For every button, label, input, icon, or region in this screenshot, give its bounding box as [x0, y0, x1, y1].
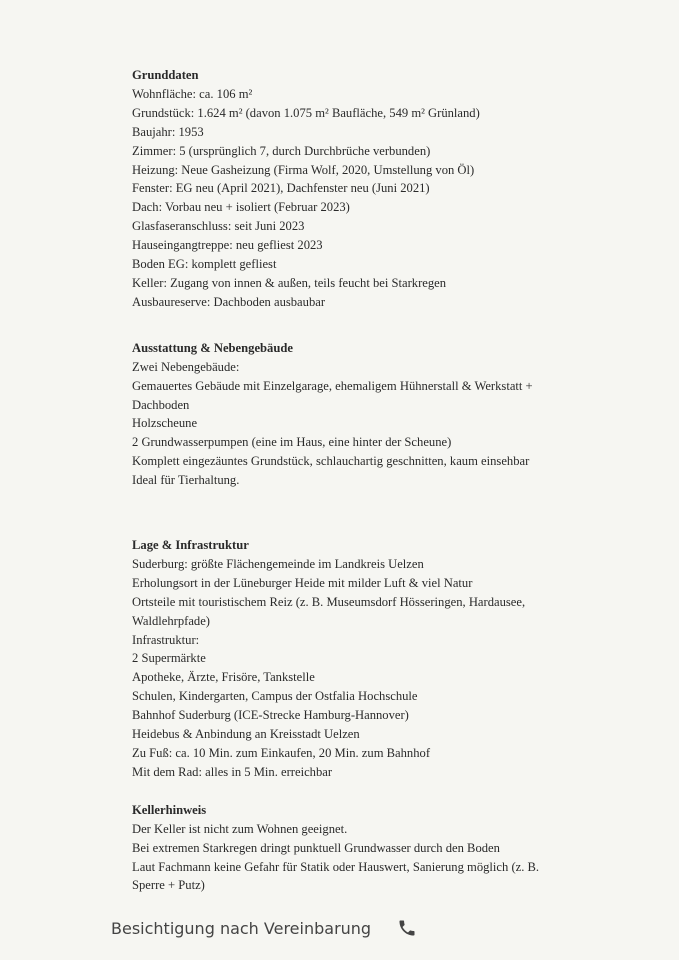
text-line: Laut Fachmann keine Gefahr für Statik oder Hauswert, Sanierung möglich (z. B. Sperre + Putz) [132, 859, 540, 893]
text-line: Baujahr: 1953 [132, 124, 204, 139]
section-kellerhinweis [132, 801, 572, 896]
text-line: Gemauertes Gebäude mit Einzelgarage, ehemaligem Hühnerstall & Werkstatt + Dachboden [132, 378, 533, 412]
text-line: Dach: Vorbau neu + isoliert (Februar 2023) [132, 200, 350, 215]
viewing-note: Besichtigung nach Vereinbarung [111, 918, 372, 938]
section-title: Grunddaten [132, 68, 199, 82]
footer-contact [111, 918, 417, 938]
text-line: Hauseingangtreppe: neu gefliest 2023 [132, 238, 323, 253]
text-line: 2 Grundwasserpumpen (eine im Haus, eine hinter der Scheune) [132, 435, 452, 450]
text-line: 2 Supermärkte [132, 651, 206, 666]
text-line: Mit dem Rad: alles in 5 Min. erreichbar [132, 764, 333, 779]
phone-icon[interactable] [397, 918, 417, 938]
text-line: Grundstück: 1.624 m² (davon 1.075 m² Baufläche, 549 m² Grünland) [132, 105, 480, 120]
text-line: Zu Fuß: ca. 10 Min. zum Einkaufen, 20 Min. zum Bahnhof [132, 746, 431, 760]
document-body [132, 66, 572, 895]
text-line: Ortsteile mit touristischem Reiz (z. B. Museumsdorf Hösseringen, Hardausee, Waldlehrpfade) [132, 594, 526, 628]
text-line: Schulen, Kindergarten, Campus der Ostfalia Hochschule [132, 689, 418, 704]
section-title: Ausstattung & Nebengebäude [132, 340, 293, 355]
text-line: Heizung: Neue Gasheizung (Firma Wolf, 2020, Umstellung von Öl) [132, 162, 475, 177]
section-lage [132, 536, 572, 782]
text-line: Wohnfläche: ca. 106 m² [132, 86, 253, 101]
text-line: Zimmer: 5 (ursprünglich 7, durch Durchbrüche verbunden) [132, 143, 431, 158]
text-line: Suderburg: größte Flächengemeinde im Landkreis Uelzen [132, 556, 424, 571]
text-line: Holzscheune [132, 416, 198, 431]
text-line: Bei extremen Starkregen dringt punktuell Grundwasser durch den Boden [132, 840, 500, 855]
text-line: Boden EG: komplett gefliest [132, 257, 277, 272]
text-line: Erholungsort in der Lüneburger Heide mit milder Luft & viel Natur [132, 575, 473, 590]
section-title: Kellerhinweis [132, 802, 207, 817]
text-line: Heidebus & Anbindung an Kreisstadt Uelzen [132, 727, 360, 742]
section-grunddaten [132, 66, 572, 312]
text-line: Bahnhof Suderburg (ICE-Strecke Hamburg-Hannover) [132, 708, 409, 723]
text-line: Apotheke, Ärzte, Frisöre, Tankstelle [132, 670, 315, 685]
text-line: Zwei Nebengebäude: [132, 359, 240, 374]
text-line: Keller: Zugang von innen & außen, teils feucht bei Starkregen [132, 275, 447, 290]
section-ausstattung [132, 339, 572, 490]
text-line: Glasfaseranschluss: seit Juni 2023 [132, 219, 305, 234]
text-line: Fenster: EG neu (April 2021), Dachfenster neu (Juni 2021) [132, 181, 430, 196]
section-title: Lage & Infrastruktur [132, 538, 249, 553]
text-line: Ideal für Tierhaltung. [132, 473, 240, 488]
text-line: Ausbaureserve: Dachboden ausbaubar [132, 294, 326, 309]
text-line: Der Keller ist nicht zum Wohnen geeignet. [132, 821, 348, 836]
text-line: Infrastruktur: [132, 632, 200, 647]
text-line: Komplett eingezäuntes Grundstück, schlauchartig geschnitten, kaum einsehbar [132, 454, 530, 469]
